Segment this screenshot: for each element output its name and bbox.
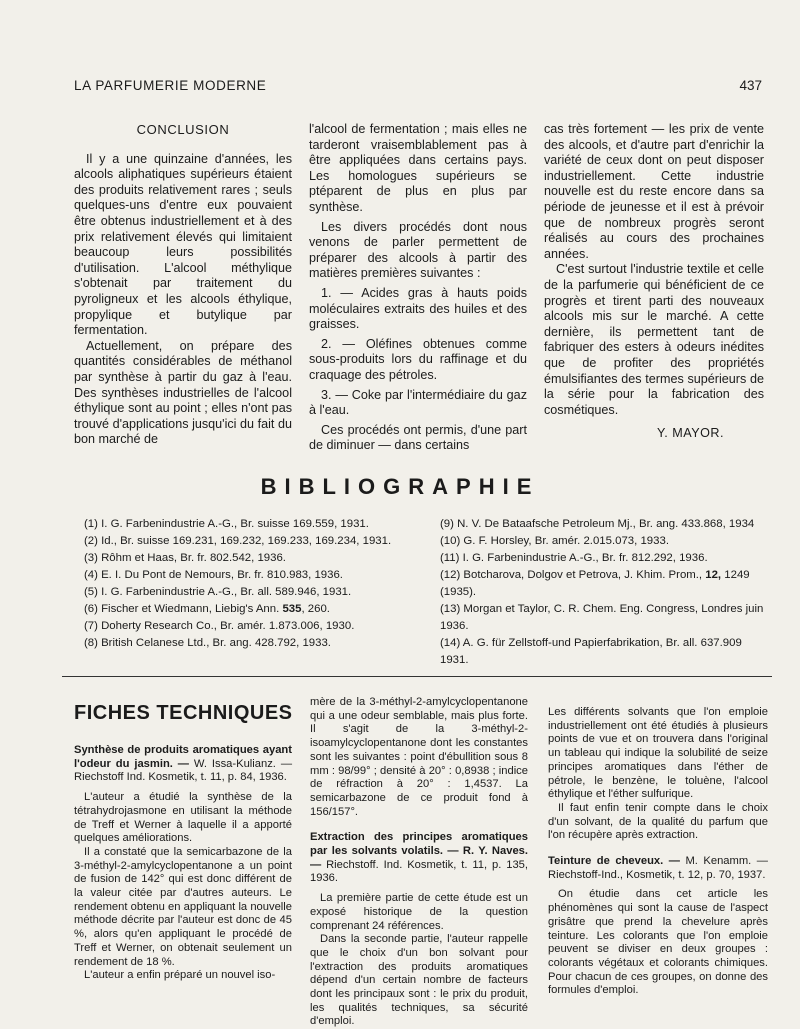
fiche-paragraph: Il faut enfin tenir compte dans le choix d'un solvant, de la qualité du parfum que l'on récupère après extraction. (548, 801, 768, 842)
article-column-2 (309, 122, 527, 454)
fiche-reference: Riechstoff. Ind. Kosmetik, t. 11, p. 135, 1936. (310, 858, 528, 885)
bibliography-entry (84, 584, 414, 601)
fiche-reference: M. Kenamm. — Riechstoff-Ind., Kosmetik, t. 12, p. 70, 1937. (548, 855, 768, 881)
entry-text: (2) Id., Br. suisse 169.231, 169.232, 169.233, 169.234, 1931. (84, 535, 392, 547)
fiche-reference: W. Issa-Kulianz. — Riechstoff Ind. Kosmetik, t. 11, p. 84, 1936. (74, 757, 293, 784)
bibliography-entry (440, 635, 768, 669)
entry-text: (13) Morgan et Taylor, C. R. Chem. Eng. Congress, Londres juin 1936. (440, 603, 764, 632)
entry-text: (14) A. G. für Zellstoff-und Papierfabrikation, Br. all. 637.909 1931. (440, 637, 742, 666)
fiche-heading (74, 744, 292, 785)
conclusion-heading: CONCLUSION (136, 122, 230, 137)
list-item: 2. — Oléfines obtenues comme sous-produits lors du raffinage et du craquage des pétroles. (309, 336, 527, 382)
bibliography-entry (84, 516, 414, 533)
bibliography-entry (84, 635, 414, 652)
bibliography-right-column (440, 516, 768, 669)
section-divider (62, 676, 772, 677)
page-number: 437 (739, 78, 762, 93)
bibliography-entry (84, 618, 414, 635)
entry-text: (8) British Celanese Ltd., Br. ang. 428.792, 1933. (84, 637, 331, 649)
bibliography-entry (440, 567, 768, 601)
article-paragraph: Les divers procédés dont nous venons de parler permettent de préparer des alcools à partir des matières premières suivantes : (309, 219, 527, 281)
entry-text: (9) N. V. De Bataafsche Petroleum Mj., Br. ang. 433.868, 1934 (440, 518, 755, 530)
bibliography-entry (84, 533, 414, 550)
entry-text: (12) Botcharova, Dolgov et Petrova, J. Khim. Prom., (440, 569, 706, 581)
fiche-paragraph: On étudie dans cet article les phénomènes qui sont la cause de l'aspect grisâtre que prend la chevelure après teinture. Les colorants que l'on emploie peuvent se diviser en deux groupes : colorants végétaux et colorants chimiques. Pour chacun de ces groupes, on donne des formules d'emploi. (548, 888, 768, 997)
fiche-title-text: Extraction des principes aromatiques par les solvants volatils. — R. Y. Naves. — (310, 831, 528, 871)
fiche-paragraph: La première partie de cette étude est un exposé historique de la question comprenant 24 références. (310, 892, 528, 932)
bibliography-entry (440, 516, 768, 533)
article-column-3 (544, 122, 764, 442)
fiches-column-1 (74, 744, 292, 983)
fiche-title-text: Teinture de cheveux. — (548, 855, 686, 868)
bibliography-entry (84, 550, 414, 567)
article-paragraph: C'est surtout l'industrie textile et celle de la parfumerie qui bénéficient de ce progrès et tirent parti des nouveaux alcools mis sur le marché. A cette dernière, ils permettent tant de fabriquer des esters à odeurs inédites que de profiter des propriétés émulsifiantes des termes supérieurs de la série pour la fabrication des cosmétiques. (544, 262, 764, 417)
entry-text: (10) G. F. Horsley, Br. amér. 2.015.073, 1933. (440, 535, 669, 547)
list-item: 3. — Coke par l'intermédiaire du gaz à l'eau. (309, 387, 527, 418)
running-title: LA PARFUMERIE MODERNE (74, 78, 267, 93)
bibliography-entry (84, 601, 414, 618)
bibliography-entry (440, 533, 768, 550)
article-column-1 (74, 122, 292, 448)
entry-text: (6) Fischer et Wiedmann, Liebig's Ann. (84, 603, 283, 615)
bibliography-entry (440, 601, 768, 635)
bibliography-title: BIBLIOGRAPHIE (260, 474, 540, 499)
entry-text: (7) Doherty Research Co., Br. amér. 1.873.006, 1930. (84, 620, 355, 632)
entry-volume: 535 (282, 603, 302, 615)
fiche-paragraph: Les différents solvants que l'on emploie industriellement ont été étudiés à plusieurs points de vue et on trouvera dans l'original un tableau qui indique la solubilité de seize principes aromatiques dans l'éther de pétrole, le benzène, le toluène, l'alcool éthylique et l'éther sulfurique. (548, 706, 768, 801)
entry-text: (4) E. I. Du Pont de Nemours, Br. fr. 810.983, 1936. (84, 569, 343, 581)
entry-text: (11) I. G. Farbenindustrie A.-G., Br. fr. 812.292, 1936. (440, 552, 708, 564)
article-paragraph: Actuellement, on prépare des quantités considérables de méthanol par synthèse à partir du gaz à l'eau. Des synthèses industrielles de l'alcool éthylique sont au point ; elles n'ont pas trouvé d'applications jusqu'ici du fait du bon marché de (74, 338, 292, 447)
fiche-heading (310, 831, 528, 886)
entry-text: (5) I. G. Farbenindustrie A.-G., Br. all. 589.946, 1931. (84, 586, 352, 598)
fiche-title-text: Synthèse de produits aromatiques ayant l'odeur du jasmin. — (74, 744, 292, 770)
entry-text: , 260. (301, 603, 330, 615)
fiche-heading (548, 855, 768, 882)
entry-text: 1249 (1935). (440, 569, 750, 598)
article-paragraph: l'alcool de fermentation ; mais elles ne tarderont vraisemblablement pas à être appliquées dans certains pays. Les homologues supérieurs se ptéparent de plus en plus par synthèse. (309, 122, 527, 214)
fiche-paragraph: Il a constaté que la semicarbazone de la 3-méthyl-2-amylcyclopentanone a un point de fusion de 142° qui est donc différent de la valeur citée par d'autres auteurs. Le rendement obtenu en appliquant la nouvelle méthode décrite par l'auteur est donc de 45 %, alors qu'en appliquant le procédé de Treff et Werner, on obtenait seulement un rendement de 18 %. (74, 845, 292, 968)
list-item: 1. — Acides gras à hauts poids moléculaires extraits des huiles et des graisses. (309, 285, 527, 332)
fiches-title: FICHES TECHNIQUES (74, 702, 293, 724)
fiche-paragraph: L'auteur a étudié la synthèse de la tétrahydrojasmone en utilisant la méthode de Treff et Werner à laquelle il a apporté quelques améliorations. (74, 791, 292, 845)
article-paragraph: cas très fortement — les prix de vente des alcools, et d'autre part d'enrichir la variété de ceux dont on peut disposer industriellement. Cette industrie nouvelle est du reste encore dans sa période de jeunesse et il est à prévoir que de nombreux progrès seront réalisés au cours des prochaines années. (544, 122, 764, 261)
entry-text: (3) Rôhm et Haas, Br. fr. 802.542, 1936. (84, 552, 286, 564)
fiches-column-2 (310, 696, 528, 1029)
fiche-paragraph: Dans la seconde partie, l'auteur rappelle que le choix d'un bon solvant pour l'extraction des produits aromatiques dépend d'un certain nombre de facteurs dont les principaux sont : le prix du produit, les qualités techniques, sa sécurité d'emploi. (310, 933, 528, 1028)
fiche-paragraph: L'auteur a enfin préparé un nouvel iso- (84, 969, 276, 982)
author-signature: Y. MAYOR. (656, 426, 724, 441)
bibliography-left-column (84, 516, 414, 652)
entry-volume: 12, (705, 569, 722, 581)
fiche-paragraph: mère de la 3-méthyl-2-amylcyclopentanone qui a une odeur semblable, mais plus forte. Il s'agit de la 3-méthyl-2-isoamylcyclopentanone dont les constantes sont les suivantes : point d'ébullition sous 8 mm : 98/99° ; densité à 20° : 0,8938 ; indice de réfraction à 20° : 1,4537. La semicarbazone de ce produit fond à 156/157°. (310, 696, 528, 818)
entry-text: (1) I. G. Farbenindustrie A.-G., Br. suisse 169.559, 1931. (84, 518, 369, 530)
article-paragraph: Ces procédés ont permis, d'une part de diminuer — dans certains (309, 422, 527, 453)
article-paragraph: Il y a une quinzaine d'années, les alcools aliphatiques supérieurs étaient des produits relativement rares ; seuls quelques-uns d'entre eux pouvaient être obtenus industriellement et à des prix relativement élevés qui limitaient beaucoup leurs possibilités d'utilisation. L'alcool méthylique s'obtenait par traitement du pyroligneux et les alcools éthylique, propylique et butylique par fermentation. (74, 151, 292, 338)
bibliography-entry (440, 550, 768, 567)
bibliography-entry (84, 567, 414, 584)
fiches-column-3 (548, 706, 768, 998)
